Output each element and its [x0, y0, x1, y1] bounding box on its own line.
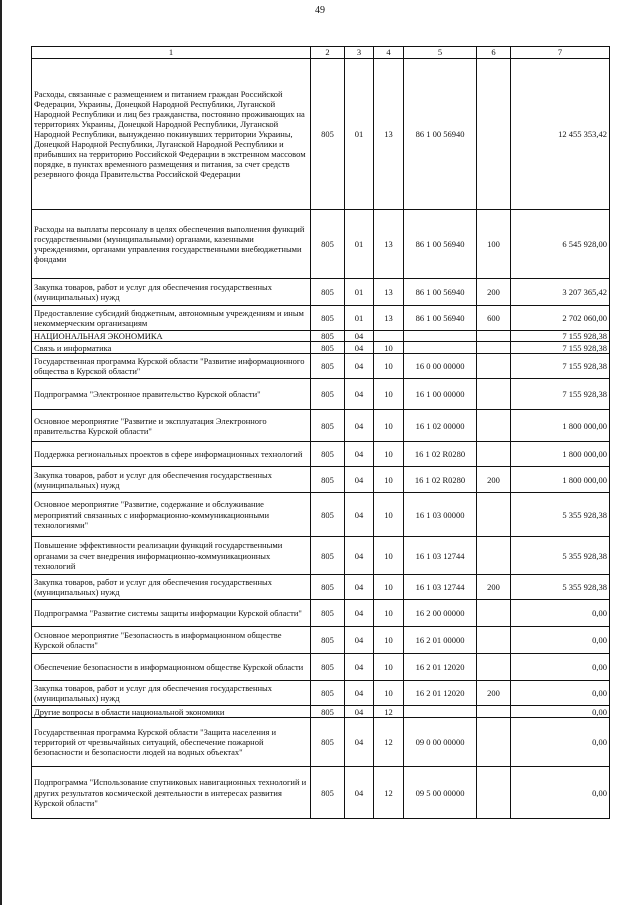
cell-amount: 5 355 928,38 — [511, 575, 610, 600]
cell-grbs: 805 — [311, 654, 345, 681]
cell-expense-type — [477, 379, 511, 410]
cell-name: Связь и информатика — [32, 342, 311, 354]
cell-section: 04 — [345, 654, 374, 681]
cell-name: Подпрограмма "Развитие системы защиты информации Курской области" — [32, 600, 311, 627]
cell-grbs: 805 — [311, 467, 345, 493]
cell-section: 04 — [345, 379, 374, 410]
cell-name: Поддержка региональных проектов в сфере информационных технологий — [32, 442, 311, 467]
cell-subsection: 10 — [374, 342, 404, 354]
table-row — [32, 767, 610, 819]
cell-expense-type: 600 — [477, 306, 511, 331]
scan-left-edge — [0, 0, 2, 905]
table-row — [32, 379, 610, 410]
cell-subsection: 10 — [374, 493, 404, 537]
cell-grbs: 805 — [311, 493, 345, 537]
cell-subsection: 10 — [374, 379, 404, 410]
cell-name: Подпрограмма "Использование спутниковых навигационных технологий и других результатов космической деятельности в интересах развития Курской области" — [32, 767, 311, 819]
cell-target-article: 16 1 02 R0280 — [404, 467, 477, 493]
cell-subsection: 12 — [374, 718, 404, 767]
cell-expense-type — [477, 706, 511, 718]
cell-name: Подпрограмма "Электронное правительство Курской области" — [32, 379, 311, 410]
cell-amount: 7 155 928,38 — [511, 354, 610, 379]
cell-amount: 7 155 928,38 — [511, 342, 610, 354]
table-row — [32, 467, 610, 493]
cell-amount: 0,00 — [511, 706, 610, 718]
cell-grbs: 805 — [311, 442, 345, 467]
cell-subsection: 10 — [374, 442, 404, 467]
cell-name: Основное мероприятие "Безопасность в информационном обществе Курской области" — [32, 627, 311, 654]
cell-expense-type — [477, 442, 511, 467]
cell-grbs: 805 — [311, 627, 345, 654]
cell-amount: 0,00 — [511, 718, 610, 767]
table-row — [32, 59, 610, 210]
table-row — [32, 342, 610, 354]
cell-subsection: 13 — [374, 59, 404, 210]
cell-subsection: 10 — [374, 600, 404, 627]
budget-table — [31, 46, 610, 819]
cell-amount: 5 355 928,38 — [511, 493, 610, 537]
cell-target-article: 86 1 00 56940 — [404, 306, 477, 331]
cell-subsection: 10 — [374, 654, 404, 681]
cell-target-article: 86 1 00 56940 — [404, 59, 477, 210]
table-row — [32, 706, 610, 718]
cell-target-article: 16 2 00 00000 — [404, 600, 477, 627]
cell-grbs: 805 — [311, 210, 345, 279]
cell-expense-type — [477, 410, 511, 442]
cell-subsection: 10 — [374, 467, 404, 493]
cell-section: 04 — [345, 442, 374, 467]
column-header: 5 — [404, 47, 477, 59]
cell-amount: 12 455 353,42 — [511, 59, 610, 210]
cell-grbs: 805 — [311, 718, 345, 767]
cell-amount: 0,00 — [511, 600, 610, 627]
cell-amount: 0,00 — [511, 627, 610, 654]
cell-grbs: 805 — [311, 379, 345, 410]
cell-subsection: 13 — [374, 210, 404, 279]
cell-section: 04 — [345, 493, 374, 537]
cell-section: 04 — [345, 354, 374, 379]
cell-name: Государственная программа Курской области "Развитие информационного общества в Курской области" — [32, 354, 311, 379]
cell-expense-type: 200 — [477, 279, 511, 306]
cell-target-article: 16 1 03 12744 — [404, 537, 477, 575]
column-header: 1 — [32, 47, 311, 59]
cell-target-article: 16 0 00 00000 — [404, 354, 477, 379]
cell-expense-type — [477, 493, 511, 537]
cell-subsection — [374, 331, 404, 342]
cell-expense-type — [477, 600, 511, 627]
cell-amount: 0,00 — [511, 654, 610, 681]
cell-section: 01 — [345, 279, 374, 306]
table-row — [32, 442, 610, 467]
cell-section: 04 — [345, 467, 374, 493]
cell-section: 04 — [345, 681, 374, 706]
table-row — [32, 600, 610, 627]
cell-grbs: 805 — [311, 279, 345, 306]
cell-section: 04 — [345, 718, 374, 767]
table-row — [32, 575, 610, 600]
cell-target-article — [404, 331, 477, 342]
cell-target-article: 16 1 03 12744 — [404, 575, 477, 600]
table-row — [32, 493, 610, 537]
cell-subsection: 13 — [374, 279, 404, 306]
cell-name: Государственная программа Курской области "Защита населения и территорий от чрезвычайных ситуаций, обеспечение пожарной безопасности и безопасности людей на водных объектах" — [32, 718, 311, 767]
cell-name: НАЦИОНАЛЬНАЯ ЭКОНОМИКА — [32, 331, 311, 342]
cell-target-article: 09 5 00 00000 — [404, 767, 477, 819]
cell-target-article: 16 1 02 00000 — [404, 410, 477, 442]
cell-amount: 2 702 060,00 — [511, 306, 610, 331]
cell-amount: 0,00 — [511, 681, 610, 706]
cell-target-article: 86 1 00 56940 — [404, 210, 477, 279]
cell-amount: 5 355 928,38 — [511, 537, 610, 575]
table-row — [32, 279, 610, 306]
cell-name: Закупка товаров, работ и услуг для обеспечения государственных (муниципальных) нужд — [32, 575, 311, 600]
cell-expense-type: 200 — [477, 467, 511, 493]
cell-amount: 1 800 000,00 — [511, 467, 610, 493]
cell-name: Закупка товаров, работ и услуг для обеспечения государственных (муниципальных) нужд — [32, 681, 311, 706]
cell-section: 04 — [345, 342, 374, 354]
cell-expense-type — [477, 718, 511, 767]
cell-amount: 1 800 000,00 — [511, 410, 610, 442]
cell-target-article: 16 1 00 00000 — [404, 379, 477, 410]
cell-grbs: 805 — [311, 306, 345, 331]
cell-subsection: 10 — [374, 627, 404, 654]
cell-name: Расходы на выплаты персоналу в целях обеспечения выполнения функций государственными (муниципальными) органами, казенными учреждениями, органами управления государственными внебюджетными фондами — [32, 210, 311, 279]
cell-section: 04 — [345, 767, 374, 819]
cell-target-article: 16 2 01 12020 — [404, 654, 477, 681]
table-row — [32, 306, 610, 331]
cell-amount: 1 800 000,00 — [511, 442, 610, 467]
cell-section: 04 — [345, 575, 374, 600]
cell-target-article: 16 2 01 00000 — [404, 627, 477, 654]
cell-subsection: 10 — [374, 410, 404, 442]
cell-section: 04 — [345, 410, 374, 442]
cell-target-article: 16 2 01 12020 — [404, 681, 477, 706]
column-header: 7 — [511, 47, 610, 59]
cell-target-article — [404, 706, 477, 718]
cell-name: Закупка товаров, работ и услуг для обеспечения государственных (муниципальных) нужд — [32, 279, 311, 306]
cell-expense-type — [477, 354, 511, 379]
column-header: 6 — [477, 47, 511, 59]
cell-section: 04 — [345, 706, 374, 718]
table-row — [32, 331, 610, 342]
cell-grbs: 805 — [311, 331, 345, 342]
cell-expense-type: 100 — [477, 210, 511, 279]
cell-subsection: 10 — [374, 681, 404, 706]
table-row — [32, 537, 610, 575]
cell-section: 01 — [345, 59, 374, 210]
cell-grbs: 805 — [311, 681, 345, 706]
cell-amount: 6 545 928,00 — [511, 210, 610, 279]
cell-subsection: 12 — [374, 767, 404, 819]
cell-name: Другие вопросы в области национальной экономики — [32, 706, 311, 718]
cell-amount: 3 207 365,42 — [511, 279, 610, 306]
table-row — [32, 410, 610, 442]
cell-expense-type — [477, 654, 511, 681]
cell-grbs: 805 — [311, 537, 345, 575]
cell-amount: 7 155 928,38 — [511, 331, 610, 342]
cell-section: 04 — [345, 331, 374, 342]
cell-grbs: 805 — [311, 575, 345, 600]
cell-expense-type — [477, 627, 511, 654]
cell-grbs: 805 — [311, 410, 345, 442]
cell-name: Повышение эффективности реализации функций государственными органами за счет внедрения информационно-коммуникационных технологий — [32, 537, 311, 575]
cell-grbs: 805 — [311, 706, 345, 718]
cell-name: Основное мероприятие "Развитие и эксплуатация Электронного правительства Курской области" — [32, 410, 311, 442]
cell-target-article: 09 0 00 00000 — [404, 718, 477, 767]
cell-target-article: 86 1 00 56940 — [404, 279, 477, 306]
table-row — [32, 354, 610, 379]
column-header: 2 — [311, 47, 345, 59]
table-row — [32, 627, 610, 654]
cell-grbs: 805 — [311, 342, 345, 354]
cell-section: 04 — [345, 537, 374, 575]
page-number: 49 — [315, 5, 325, 16]
cell-subsection: 10 — [374, 537, 404, 575]
cell-target-article: 16 1 02 R0280 — [404, 442, 477, 467]
cell-expense-type: 200 — [477, 681, 511, 706]
cell-subsection: 12 — [374, 706, 404, 718]
cell-target-article: 16 1 03 00000 — [404, 493, 477, 537]
cell-section: 04 — [345, 600, 374, 627]
cell-name: Основное мероприятие "Развитие, содержание и обслуживание мероприятий связанных с информационно-коммуникационными технологиями" — [32, 493, 311, 537]
cell-expense-type — [477, 342, 511, 354]
table-row — [32, 681, 610, 706]
cell-subsection: 10 — [374, 575, 404, 600]
cell-amount: 7 155 928,38 — [511, 379, 610, 410]
cell-expense-type — [477, 767, 511, 819]
cell-section: 04 — [345, 627, 374, 654]
cell-name: Обеспечение безопасности в информационном обществе Курской области — [32, 654, 311, 681]
cell-expense-type — [477, 331, 511, 342]
column-header: 3 — [345, 47, 374, 59]
table-row — [32, 654, 610, 681]
cell-grbs: 805 — [311, 767, 345, 819]
header-row — [32, 47, 610, 59]
cell-amount: 0,00 — [511, 767, 610, 819]
cell-subsection: 13 — [374, 306, 404, 331]
cell-grbs: 805 — [311, 600, 345, 627]
cell-section: 01 — [345, 306, 374, 331]
table-row — [32, 210, 610, 279]
cell-section: 01 — [345, 210, 374, 279]
cell-target-article — [404, 342, 477, 354]
cell-grbs: 805 — [311, 354, 345, 379]
cell-subsection: 10 — [374, 354, 404, 379]
cell-name: Расходы, связанные с размещением и питанием граждан Российской Федерации, Украины, Донецкой Народной Республики, Луганской Народной Республики и лиц без гражданства, постоянно проживающих на территориях Украины, Донецкой Народной Республики, Луганской Народной Республики, вынужденно покинувших территории Украины, Донецкой Народной Республики, Луганской Народной Республики и прибывших на территорию Российской Федерации в экстренном массовом порядке, в пунктах временного размещения и питания, за счет средств резервного фонда Правительства Российской Федерации — [32, 59, 311, 210]
cell-expense-type — [477, 537, 511, 575]
cell-name: Предоставление субсидий бюджетным, автономным учреждениям и иным некоммерческим организациям — [32, 306, 311, 331]
column-header: 4 — [374, 47, 404, 59]
cell-grbs: 805 — [311, 59, 345, 210]
table-row — [32, 718, 610, 767]
cell-expense-type: 200 — [477, 575, 511, 600]
cell-expense-type — [477, 59, 511, 210]
cell-name: Закупка товаров, работ и услуг для обеспечения государственных (муниципальных) нужд — [32, 467, 311, 493]
